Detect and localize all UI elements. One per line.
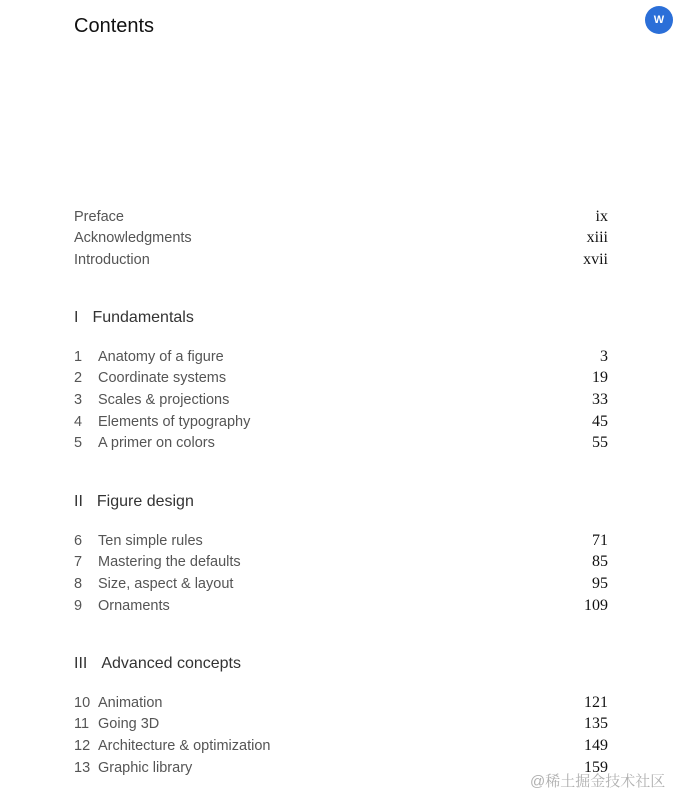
- part-title: Figure design: [96, 493, 194, 510]
- entry-page: 85: [592, 553, 608, 571]
- part-title: Advanced concepts: [101, 655, 241, 672]
- entry-page: 71: [592, 531, 608, 549]
- entry-label: Introduction: [74, 251, 150, 268]
- toc-entry[interactable]: [74, 735, 608, 757]
- toc-entry[interactable]: [74, 552, 608, 574]
- toc-entry[interactable]: [74, 432, 608, 454]
- toc-entry[interactable]: [74, 692, 608, 714]
- toc-entry[interactable]: [74, 346, 608, 368]
- chapter-label: A primer on colors: [98, 435, 215, 452]
- entry-page: 19: [592, 369, 608, 387]
- chapter-number: 7: [74, 554, 83, 571]
- chapter-number: 8: [74, 575, 83, 592]
- chapter-label: Coordinate systems: [98, 370, 227, 387]
- entry-page: 95: [592, 574, 608, 592]
- chapter-label: Mastering the defaults: [98, 554, 241, 571]
- chapter-number: 2: [74, 370, 83, 387]
- chapter-number: 11: [74, 716, 90, 733]
- translate-word-icon[interactable]: W: [645, 6, 673, 34]
- chapter-list: [74, 346, 608, 454]
- chapter-list: [74, 530, 608, 616]
- entry-page: 55: [592, 434, 608, 452]
- chapter-label: Animation: [98, 694, 163, 711]
- entry-page: 3: [600, 347, 608, 365]
- chapter-number: 3: [74, 391, 83, 408]
- chapter-number: 9: [74, 597, 83, 614]
- chapter-label: Size, aspect & layout: [98, 575, 234, 592]
- entry-page: 121: [584, 693, 608, 711]
- chapter-number: 4: [74, 413, 83, 430]
- part-numeral: II: [74, 493, 83, 510]
- chapter-number: 12: [74, 737, 91, 754]
- toc-entry[interactable]: [74, 368, 608, 390]
- chapter-label: Architecture & optimization: [98, 737, 271, 754]
- entry-page: 45: [592, 412, 608, 430]
- chapter-list: [74, 692, 608, 778]
- chapter-label: Going 3D: [98, 716, 160, 733]
- toc-entry[interactable]: [74, 249, 608, 271]
- part-numeral: I: [74, 309, 79, 326]
- chapter-label: Elements of typography: [98, 413, 251, 430]
- toc-entry[interactable]: [74, 206, 608, 228]
- entry-label: Preface: [74, 208, 124, 225]
- entry-page: xiii: [586, 229, 608, 247]
- entry-page: 149: [584, 736, 608, 754]
- toc-entry[interactable]: [74, 757, 608, 779]
- front-matter: [74, 206, 608, 271]
- toc-entry[interactable]: [74, 595, 608, 617]
- entry-page: xvii: [583, 250, 608, 268]
- entry-label: Acknowledgments: [74, 230, 192, 247]
- chapter-number: 10: [74, 694, 91, 711]
- toc-entry[interactable]: [74, 228, 608, 250]
- entry-page: ix: [595, 207, 608, 225]
- part-title: Fundamentals: [92, 309, 194, 326]
- chapter-number: 6: [74, 532, 83, 549]
- toc-entry[interactable]: [74, 573, 608, 595]
- toc-entry[interactable]: [74, 389, 608, 411]
- chapter-label: Anatomy of a figure: [98, 348, 224, 365]
- chapter-number: 13: [74, 759, 91, 776]
- part-numeral: III: [74, 655, 88, 672]
- toc-entry[interactable]: [74, 714, 608, 736]
- part-heading[interactable]: [74, 309, 194, 327]
- entry-page: 109: [584, 596, 608, 614]
- watermark: @稀土掘金技术社区: [530, 773, 666, 790]
- part-heading[interactable]: [74, 493, 194, 511]
- part-heading[interactable]: [74, 655, 241, 673]
- chapter-label: Scales & projections: [98, 391, 230, 408]
- chapter-number: 1: [74, 348, 83, 365]
- entry-page: 33: [592, 390, 608, 408]
- chapter-number: 5: [74, 435, 83, 452]
- entry-page: 135: [584, 715, 608, 733]
- entry-page: 159: [584, 758, 608, 776]
- chapter-label: Ornaments: [98, 597, 170, 614]
- chapter-label: Ten simple rules: [98, 532, 203, 549]
- toc-entry[interactable]: [74, 530, 608, 552]
- toc-entry[interactable]: [74, 411, 608, 433]
- page-title: Contents: [74, 15, 155, 37]
- chapter-label: Graphic library: [98, 759, 193, 776]
